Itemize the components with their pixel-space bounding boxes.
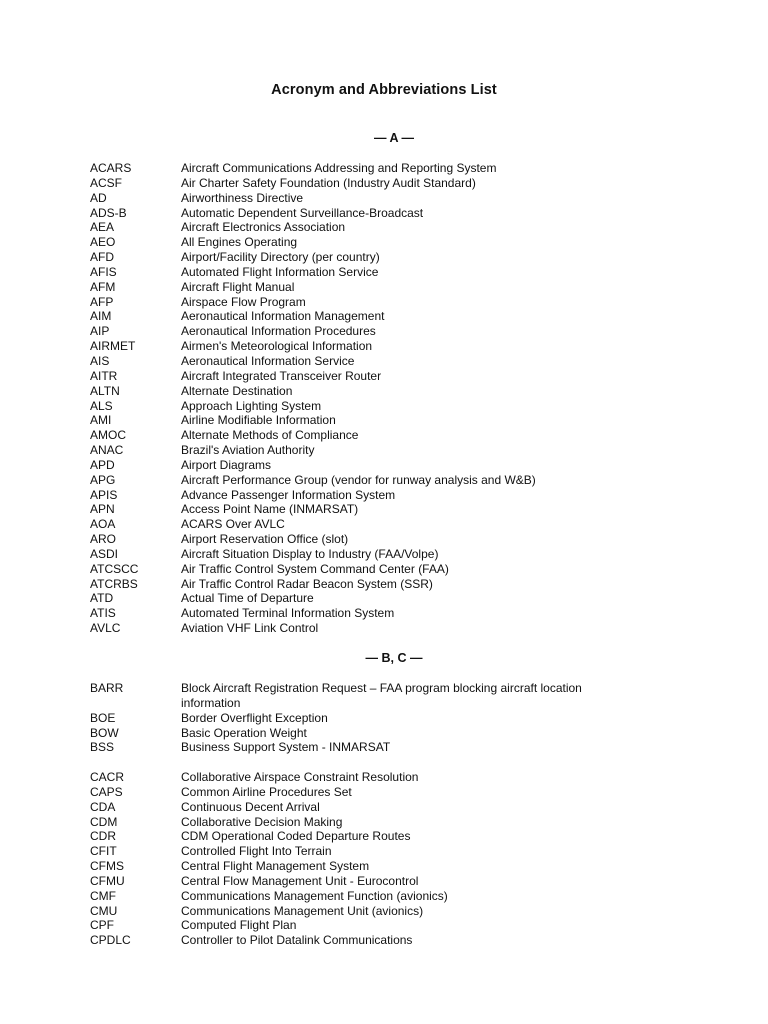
acronym: BSS: [90, 740, 115, 755]
acronym: ARO: [90, 532, 117, 547]
definition: Communications Management Unit (avionics): [181, 903, 424, 918]
list-item: [90, 339, 650, 354]
list-item: [90, 250, 650, 265]
definition: Business Support System - INMARSAT: [181, 740, 391, 755]
definition: Airport Reservation Office (slot): [181, 532, 349, 547]
entry-list-a: [90, 161, 650, 636]
acronym: AD: [90, 190, 107, 205]
list-item: [90, 815, 650, 830]
acronym: AIP: [90, 324, 110, 339]
acronym: CFIT: [90, 844, 117, 859]
list-item: [90, 785, 650, 800]
definition: Communications Management Function (avionics): [181, 888, 448, 903]
definition: Controller to Pilot Datalink Communications: [181, 933, 413, 948]
definition: Aviation VHF Link Control: [181, 621, 319, 636]
list-item: [90, 369, 650, 384]
acronym: ACSF: [90, 175, 123, 190]
definition: Aeronautical Information Procedures: [181, 324, 376, 339]
list-item: [90, 829, 650, 844]
definition: Aeronautical Information Management: [181, 309, 385, 324]
list-item: [90, 933, 650, 948]
section-heading-a: — A —: [373, 131, 415, 145]
list-item: [90, 591, 650, 606]
definition: Controlled Flight Into Terrain: [181, 844, 332, 859]
definition: Air Charter Safety Foundation (Industry Audit Standard): [181, 175, 476, 190]
definition: Continuous Decent Arrival: [181, 799, 320, 814]
list-item: [90, 532, 650, 547]
acronym: CAPS: [90, 784, 123, 799]
definition: Border Overflight Exception: [181, 710, 328, 725]
acronym: CFMU: [90, 873, 125, 888]
definition: Airspace Flow Program: [181, 294, 306, 309]
list-item: [90, 354, 650, 369]
list-item: [90, 517, 650, 532]
acronym: CDM: [90, 814, 118, 829]
list-item: [90, 681, 650, 711]
list-item: [90, 502, 650, 517]
acronym: CPF: [90, 918, 114, 933]
definition: Block Aircraft Registration Request – FAA program blocking aircraft location information: [181, 681, 582, 710]
definition: Air Traffic Control Radar Beacon System (SSR): [181, 576, 433, 591]
list-item: [90, 770, 650, 785]
definition: Central Flow Management Unit - Eurocontrol: [181, 873, 419, 888]
acronym: CDR: [90, 829, 116, 844]
definition: Aircraft Flight Manual: [181, 279, 295, 294]
list-item: [90, 161, 650, 176]
list-item: [90, 443, 650, 458]
definition: Aircraft Communications Addressing and Reporting System: [181, 161, 497, 175]
definition: Basic Operation Weight: [181, 725, 307, 740]
acronym: AEA: [90, 220, 115, 235]
definition: Aircraft Electronics Association: [181, 220, 346, 235]
acronym: AVLC: [90, 621, 121, 636]
acronym: AOA: [90, 517, 116, 532]
list-item: [90, 399, 650, 414]
acronym: AFP: [90, 294, 114, 309]
definition: Automated Flight Information Service: [181, 264, 379, 279]
definition: Aircraft Situation Display to Industry (FAA/Volpe): [181, 546, 439, 561]
definition: Central Flight Management System: [181, 859, 370, 874]
definition: CDM Operational Coded Departure Routes: [181, 829, 411, 844]
definition: Common Airline Procedures Set: [181, 784, 352, 799]
list-item: [90, 918, 650, 933]
definition: ACARS Over AVLC: [181, 517, 285, 532]
acronym: ATCSCC: [90, 561, 139, 576]
list-item: [90, 711, 650, 726]
acronym: ALTN: [90, 383, 120, 398]
acronym: AIS: [90, 353, 110, 368]
definition: Airport Diagrams: [181, 457, 272, 472]
list-item: [90, 191, 650, 206]
list-item: [90, 220, 650, 235]
acronym: CMF: [90, 888, 116, 903]
definition: Approach Lighting System: [181, 398, 322, 413]
list-item: [90, 265, 650, 280]
acronym: AIM: [90, 309, 112, 324]
list-item: [90, 740, 650, 755]
list-item: [90, 280, 650, 295]
list-item: [90, 295, 650, 310]
acronym: ALS: [90, 398, 113, 413]
definition: Automatic Dependent Surveillance-Broadcast: [181, 205, 424, 220]
list-item: [90, 473, 650, 488]
definition: All Engines Operating: [181, 235, 298, 250]
acronym: ADS-B: [90, 205, 127, 220]
list-item: [90, 844, 650, 859]
acronym: AMI: [90, 413, 112, 428]
definition: Aircraft Integrated Transceiver Router: [181, 368, 382, 383]
acronym: AFIS: [90, 264, 117, 279]
list-item: [90, 621, 650, 636]
acronym: APG: [90, 472, 116, 487]
acronym: BARR: [90, 681, 124, 695]
list-item: [90, 577, 650, 592]
definition: Advance Passenger Information System: [181, 487, 396, 502]
definition: Alternate Destination: [181, 383, 293, 398]
definition: Computed Flight Plan: [181, 918, 297, 933]
list-item: [90, 488, 650, 503]
list-item: [90, 904, 650, 919]
acronym: ANAC: [90, 443, 124, 458]
acronym: AFM: [90, 279, 116, 294]
acronym: ATIS: [90, 606, 116, 621]
acronym: CPDLC: [90, 933, 131, 948]
definition: Automated Terminal Information System: [181, 606, 395, 621]
definition: Access Point Name (INMARSAT): [181, 502, 359, 517]
section-heading-bc: — B, C —: [365, 651, 423, 665]
acronym: ATCRBS: [90, 576, 138, 591]
acronym: APN: [90, 502, 115, 517]
list-item: [90, 874, 650, 889]
acronym: APIS: [90, 487, 118, 502]
acronym: ATD: [90, 591, 114, 606]
acronym: AITR: [90, 368, 118, 383]
list-item: [90, 859, 650, 874]
acronym: BOE: [90, 710, 116, 725]
list-item: [90, 889, 650, 904]
list-item: [90, 206, 650, 221]
definition: Collaborative Decision Making: [181, 814, 343, 829]
acronym: ASDI: [90, 546, 119, 561]
acronym: CFMS: [90, 859, 124, 874]
entry-list-b: [90, 681, 650, 755]
entry-list-c: [90, 770, 650, 948]
acronym: CDA: [90, 799, 116, 814]
definition: Collaborative Airspace Constraint Resolution: [181, 770, 419, 784]
list-item: [90, 428, 650, 443]
list-item: [90, 235, 650, 250]
list-item: [90, 176, 650, 191]
definition: Actual Time of Departure: [181, 591, 314, 606]
list-item: [90, 324, 650, 339]
acronym: BOW: [90, 725, 119, 740]
acronym: CMU: [90, 903, 118, 918]
list-item: [90, 800, 650, 815]
list-item: [90, 458, 650, 473]
list-item: [90, 562, 650, 577]
definition: Air Traffic Control System Command Center (FAA): [181, 561, 449, 576]
list-item: [90, 413, 650, 428]
definition: Airmen's Meteorological Information: [181, 339, 373, 354]
definition: Aircraft Performance Group (vendor for runway analysis and W&B): [181, 472, 536, 487]
list-item: [90, 309, 650, 324]
page-title: Acronym and Abbreviations List: [271, 82, 497, 98]
acronym: AFD: [90, 250, 114, 265]
acronym: APD: [90, 457, 115, 472]
definition: Airport/Facility Directory (per country): [181, 250, 380, 265]
acronym: ACARS: [90, 161, 132, 175]
list-item: [90, 384, 650, 399]
acronym: AIRMET: [90, 339, 136, 354]
definition: Airline Modifiable Information: [181, 413, 336, 428]
definition: Alternate Methods of Compliance: [181, 428, 359, 443]
definition: Airworthiness Directive: [181, 190, 304, 205]
list-item: [90, 606, 650, 621]
acronym: AEO: [90, 235, 116, 250]
acronym: CACR: [90, 770, 125, 784]
acronym: AMOC: [90, 428, 126, 443]
list-item: [90, 726, 650, 741]
definition: Brazil's Aviation Authority: [181, 443, 315, 458]
definition: Aeronautical Information Service: [181, 353, 355, 368]
list-item: [90, 547, 650, 562]
